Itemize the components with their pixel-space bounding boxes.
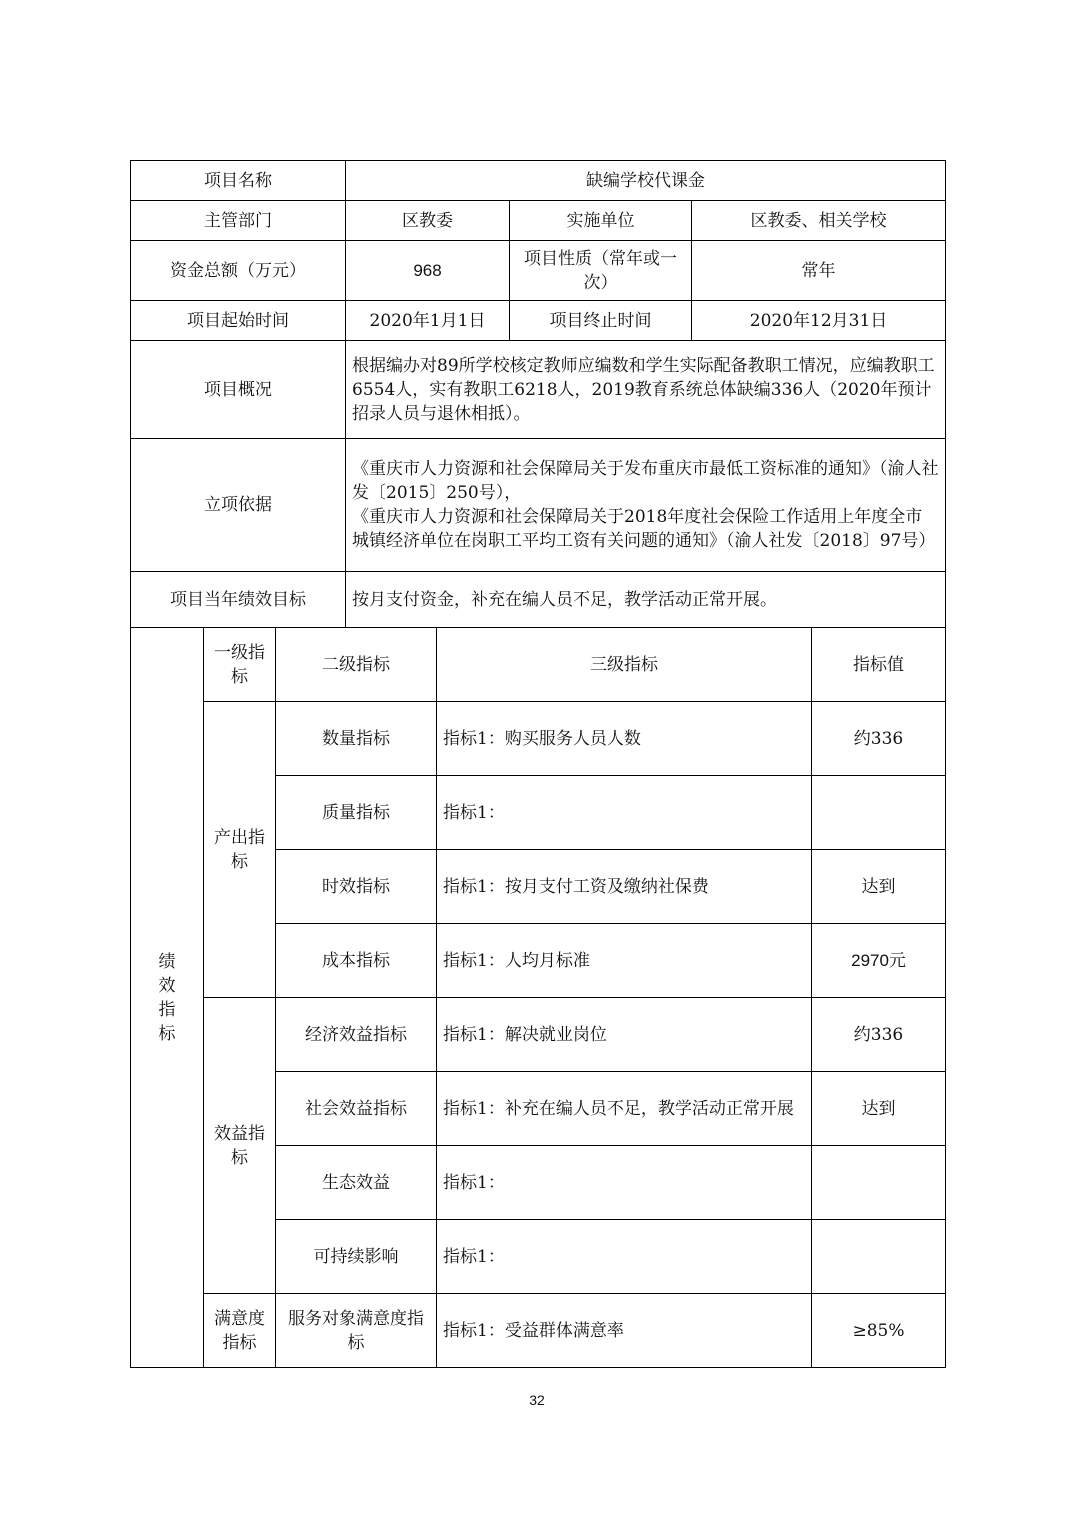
table-row — [131, 1294, 946, 1368]
level3-cell: 指标1： — [437, 776, 812, 850]
page-number: 32 — [529, 1392, 545, 1408]
impl-unit-value: 区教委、相关学校 — [692, 201, 946, 241]
row-basis — [131, 439, 946, 572]
level2-cell: 生态效益 — [276, 1146, 437, 1220]
value-cell — [812, 1146, 946, 1220]
row-dates — [131, 301, 946, 341]
basis-line-1: 《重庆市人力资源和社会保障局关于发布重庆市最低工资标准的通知》（渝人社发〔2015〕250号）， — [352, 459, 939, 503]
row-department — [131, 201, 946, 241]
performance-table — [130, 160, 946, 1368]
level2-cell: 质量指标 — [276, 776, 437, 850]
value-cell: 2970元 — [812, 924, 946, 998]
basis-line-2: 《重庆市人力资源和社会保障局关于2018年度社会保险工作适用上年度全市城镇经济单位在岗职工平均工资有关问题的通知》（渝人社发〔2018〕97号） — [352, 507, 936, 551]
basis-value — [346, 439, 946, 572]
dept-label: 主管部门 — [131, 201, 346, 241]
level3-cell: 指标1：解决就业岗位 — [437, 998, 812, 1072]
header-level1: 一级指标 — [204, 628, 276, 702]
dept-value: 区教委 — [346, 201, 510, 241]
end-value: 2020年12月31日 — [692, 301, 946, 341]
value-cell — [812, 1220, 946, 1294]
level2-cell: 时效指标 — [276, 850, 437, 924]
row-project-name — [131, 161, 946, 201]
level3-cell: 指标1：受益群体满意率 — [437, 1294, 812, 1368]
header-level3: 三级指标 — [437, 628, 812, 702]
nature-value: 常年 — [692, 241, 946, 301]
basis-label: 立项依据 — [131, 439, 346, 572]
level2-cell: 数量指标 — [276, 702, 437, 776]
benefit-indicator-label: 效益指标 — [204, 998, 276, 1294]
level3-cell: 指标1： — [437, 1146, 812, 1220]
start-label: 项目起始时间 — [131, 301, 346, 341]
perf-side-label: 绩 效 指 标 — [131, 628, 204, 1368]
row-fund — [131, 241, 946, 301]
value-cell — [812, 776, 946, 850]
goal-label: 项目当年绩效目标 — [131, 572, 346, 628]
satisfaction-indicator-label: 满意度指标 — [204, 1294, 276, 1368]
start-value: 2020年1月1日 — [346, 301, 510, 341]
level3-cell: 指标1：补充在编人员不足，教学活动正常开展 — [437, 1072, 812, 1146]
value-cell: 约336 — [812, 702, 946, 776]
project-name-value: 缺编学校代课金 — [346, 161, 946, 201]
value-cell: 达到 — [812, 850, 946, 924]
row-goal — [131, 572, 946, 628]
value-cell: 达到 — [812, 1072, 946, 1146]
perf-header-row — [131, 628, 946, 702]
header-value: 指标值 — [812, 628, 946, 702]
goal-value: 按月支付资金，补充在编人员不足，教学活动正常开展。 — [346, 572, 946, 628]
header-level2: 二级指标 — [276, 628, 437, 702]
level3-cell: 指标1：按月支付工资及缴纳社保费 — [437, 850, 812, 924]
overview-value: 根据编办对89所学校核定教师应编数和学生实际配备教职工情况，应编教职工6554人，实有教职工6218人，2019教育系统总体缺编336人（2020年预计招录人员与退休相抵）。 — [346, 341, 946, 439]
level2-cell: 经济效益指标 — [276, 998, 437, 1072]
end-label: 项目终止时间 — [510, 301, 692, 341]
fund-value: 968 — [346, 241, 510, 301]
level2-cell: 成本指标 — [276, 924, 437, 998]
overview-label: 项目概况 — [131, 341, 346, 439]
project-name-label: 项目名称 — [131, 161, 346, 201]
table-row — [131, 702, 946, 776]
value-cell: 约336 — [812, 998, 946, 1072]
row-overview — [131, 341, 946, 439]
level3-cell: 指标1：购买服务人员人数 — [437, 702, 812, 776]
level2-cell: 服务对象满意度指标 — [276, 1294, 437, 1368]
level3-cell: 指标1： — [437, 1220, 812, 1294]
level2-cell: 可持续影响 — [276, 1220, 437, 1294]
fund-label: 资金总额（万元） — [131, 241, 346, 301]
output-indicator-label: 产出指标 — [204, 702, 276, 998]
nature-label: 项目性质（常年或一次） — [510, 241, 692, 301]
level2-cell: 社会效益指标 — [276, 1072, 437, 1146]
impl-unit-label: 实施单位 — [510, 201, 692, 241]
level3-cell: 指标1：人均月标准 — [437, 924, 812, 998]
table-row — [131, 998, 946, 1072]
value-cell: ≥85% — [812, 1294, 946, 1368]
